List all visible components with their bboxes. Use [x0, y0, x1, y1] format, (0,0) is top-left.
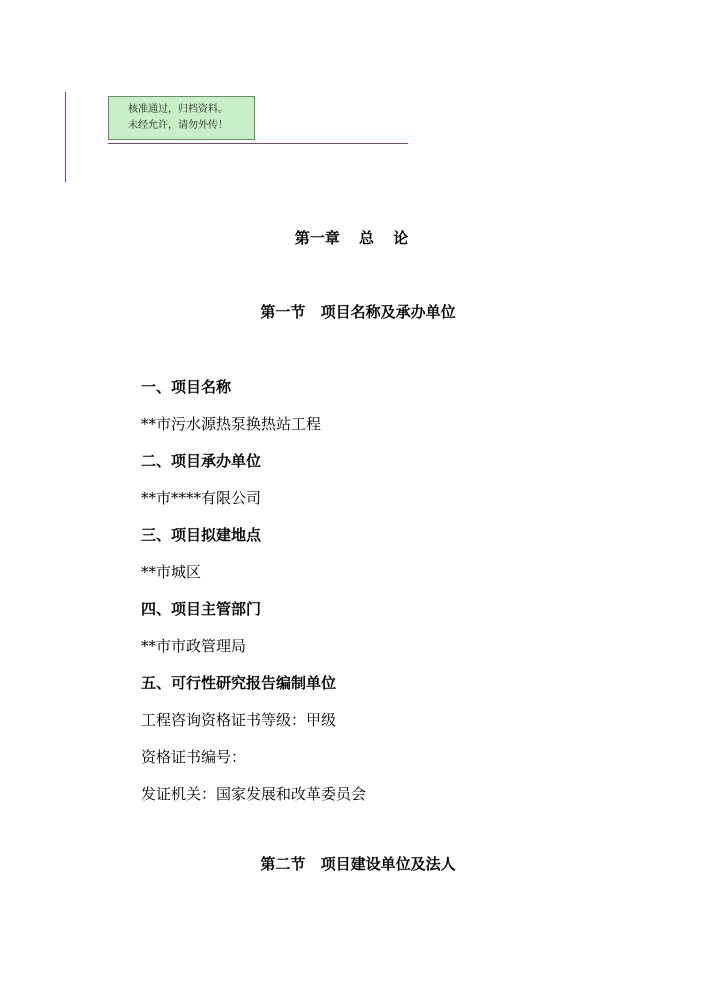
- stamp-line-2: 未经允许，请勿外传！: [128, 120, 228, 131]
- item-heading-3: 三、项目拟建地点: [141, 526, 262, 544]
- item-value-5a: 工程咨询资格证书等级：甲级: [141, 711, 337, 729]
- item-heading-1: 一、项目名称: [141, 378, 232, 396]
- section-1-title: 第一节 项目名称及承办单位: [260, 303, 456, 321]
- item-value-2: **市****有限公司: [141, 489, 262, 507]
- item-value-4: **市市政管理局: [141, 637, 247, 655]
- header-rule: [108, 143, 408, 144]
- approval-stamp: [108, 96, 255, 140]
- chapter-title: 第一章 总 论: [294, 229, 409, 247]
- item-value-3: **市城区: [141, 563, 202, 581]
- item-value-1: **市污水源热泵换热站工程: [141, 415, 322, 433]
- stamp-line-1: 核准通过，归档资料。: [128, 104, 228, 115]
- item-heading-5: 五、可行性研究报告编制单位: [141, 674, 337, 692]
- item-value-5c: 发证机关：国家发展和改革委员会: [141, 785, 367, 803]
- item-value-5b: 资格证书编号：: [141, 748, 247, 766]
- section-2-title: 第二节 项目建设单位及法人: [260, 855, 456, 873]
- margin-rule: [65, 92, 66, 182]
- item-heading-4: 四、项目主管部门: [141, 600, 262, 618]
- item-heading-2: 二、项目承办单位: [141, 452, 262, 470]
